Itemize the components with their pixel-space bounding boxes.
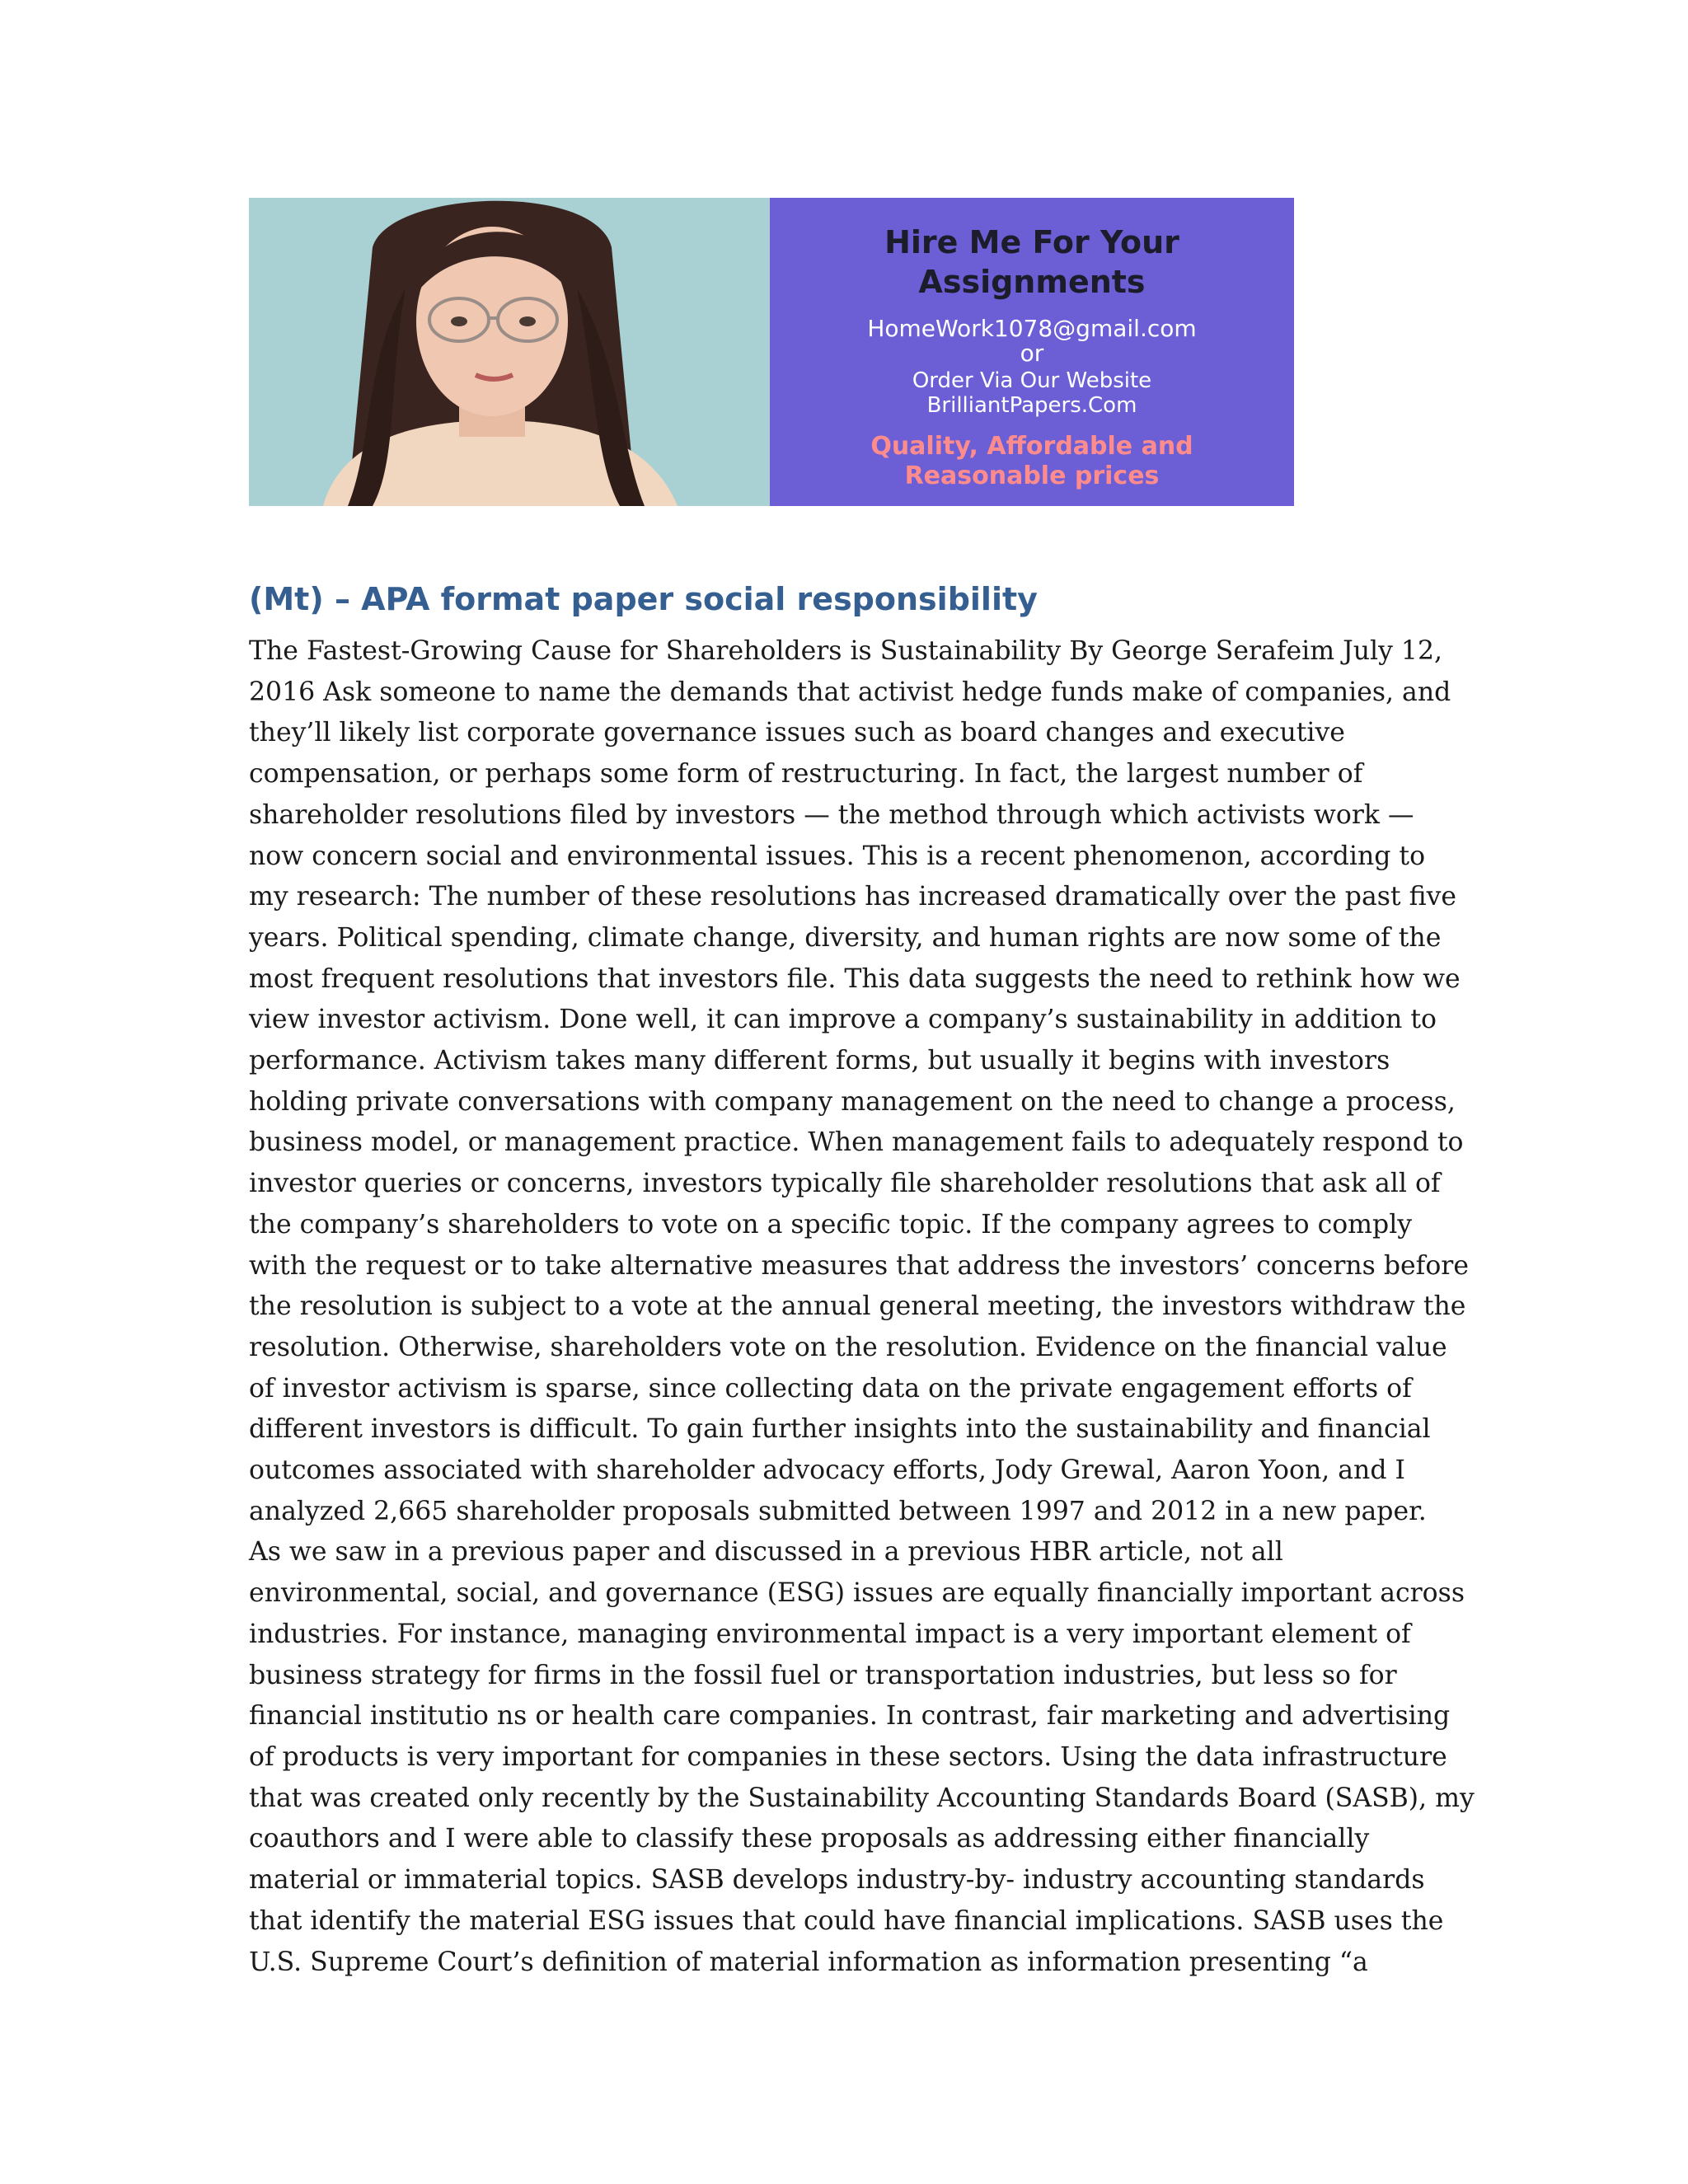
body-line: shareholder resolutions filed by investors — the method through which activists work — — [249, 799, 1414, 830]
body-line: of products is very important for companies in these sectors. Using the data infrastructure — [249, 1741, 1447, 1772]
body-line: with the request or to take alternative measures that address the investors’ concerns before — [249, 1250, 1469, 1281]
body-line: environmental, social, and governance (ESG) issues are equally financially important across — [249, 1578, 1465, 1609]
body-line: performance. Activism takes many different forms, but usually it begins with investors — [249, 1046, 1390, 1076]
body-line: investor queries or concerns, investors typically file shareholder resolutions that ask all of — [249, 1169, 1441, 1199]
body-line: The Fastest-Growing Cause for Shareholders is Sustainability By George Serafeim July 12, — [249, 636, 1443, 666]
body-line: business strategy for firms in the fossil fuel or transportation industries, but less so for — [249, 1660, 1397, 1690]
advertisement-banner[interactable] — [249, 198, 1294, 506]
body-line: my research: The number of these resolutions has increased dramatically over the past five — [249, 882, 1457, 912]
body-line: the company’s shareholders to vote on a specific topic. If the company agrees to comply — [249, 1209, 1413, 1240]
body-line: they’ll likely list corporate governance issues such as board changes and executive — [249, 718, 1345, 748]
body-line: that identify the material ESG issues that could have financial implications. SASB uses the — [249, 1905, 1444, 1936]
banner-tagline-line2: Reasonable prices — [904, 462, 1160, 490]
body-line: view investor activism. Done well, it can improve a company’s sustainability in addition to — [249, 1005, 1437, 1035]
body-line: U.S. Supreme Court’s definition of material information as information presenting “a — [249, 1947, 1368, 1977]
body-line: financial institutio ns or health care companies. In contrast, fair marketing and advertising — [249, 1701, 1451, 1732]
body-line: 2016 Ask someone to name the demands that activist hedge funds make of companies, and — [249, 677, 1451, 707]
banner-text-panel — [770, 198, 1294, 506]
body-line: industries. For instance, managing environmental impact is a very important element of — [249, 1619, 1411, 1649]
body-line: material or immaterial topics. SASB develops industry-by- industry accounting standards — [249, 1865, 1425, 1896]
body-line: coauthors and I were able to classify these proposals as addressing either financially — [249, 1824, 1370, 1854]
banner-headline-line1: Hire Me For Your — [884, 224, 1179, 260]
body-line: holding private conversations with company management on the need to change a process, — [249, 1086, 1456, 1117]
body-line: business model, or management practice. When management fails to adequately respond to — [249, 1127, 1464, 1158]
body-line: that was created only recently by the Sustainability Accounting Standards Board (SASB), my — [249, 1783, 1475, 1813]
body-line: now concern social and environmental issues. This is a recent phenomenon, according to — [249, 841, 1426, 871]
banner-headline-line2: Assignments — [918, 264, 1146, 300]
body-line: most frequent resolutions that investors file. This data suggests the need to rethink how we — [249, 963, 1461, 994]
body-line: compensation, or perhaps some form of restructuring. In fact, the largest number of — [249, 759, 1363, 790]
body-line: analyzed 2,665 shareholder proposals submitted between 1997 and 2012 in a new paper. — [249, 1496, 1427, 1526]
body-line: resolution. Otherwise, shareholders vote on the resolution. Evidence on the financial value — [249, 1332, 1447, 1362]
banner-email[interactable]: HomeWork1078@gmail.com — [867, 315, 1197, 342]
model-photo — [249, 198, 770, 506]
body-line: outcomes associated with shareholder advocacy efforts, Jody Grewal, Aaron Yoon, and I — [249, 1455, 1405, 1486]
document-body — [249, 631, 1475, 1983]
body-line: of investor activism is sparse, since collecting data on the private engagement efforts of — [249, 1373, 1412, 1404]
banner-or: or — [1020, 340, 1044, 367]
body-line: the resolution is subject to a vote at the annual general meeting, the investors withdraw the — [249, 1291, 1466, 1322]
body-line: different investors is difficult. To gain further insights into the sustainability and financial — [249, 1414, 1431, 1445]
banner-tagline-line1: Quality, Affordable and — [870, 432, 1193, 461]
body-line: As we saw in a previous paper and discussed in a previous HBR article, not all — [249, 1537, 1283, 1568]
woman-portrait-image — [249, 198, 770, 506]
banner-website[interactable]: BrilliantPapers.Com — [926, 393, 1137, 418]
document-title: (Mt) – APA format paper social responsibility — [249, 581, 1038, 617]
body-line: years. Political spending, climate change, diversity, and human rights are now some of the — [249, 922, 1442, 953]
banner-order-line: Order Via Our Website — [912, 368, 1152, 393]
